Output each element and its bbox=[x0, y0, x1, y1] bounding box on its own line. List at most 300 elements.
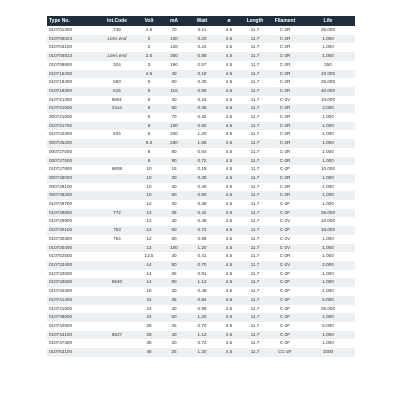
volt-cell: 10 bbox=[146, 183, 152, 189]
type-no-cell: 010734300 bbox=[49, 288, 72, 294]
watt-cell: 0.88 bbox=[197, 53, 207, 59]
ma-cell: 50 bbox=[171, 314, 177, 320]
life-cell: 1.000 bbox=[322, 331, 334, 337]
filament-cell: C-2R bbox=[279, 70, 291, 76]
table-row bbox=[47, 43, 355, 52]
table-row bbox=[47, 287, 355, 296]
ma-cell: 40 bbox=[171, 331, 177, 337]
life-cell: 5.000 bbox=[322, 322, 334, 328]
volt-cell: 24 bbox=[146, 296, 152, 302]
watt-cell: 0.72 bbox=[197, 340, 207, 346]
volt-cell: 14 bbox=[146, 261, 152, 267]
ma-cell: 70 bbox=[171, 27, 177, 32]
ma-cell: 350 bbox=[170, 53, 178, 59]
filament-cell: C-2R bbox=[279, 79, 291, 85]
volt-cell: 12 bbox=[146, 235, 152, 241]
watt-cell: 0.36 bbox=[197, 201, 207, 207]
ma-cell: 120 bbox=[170, 44, 178, 50]
volt-cell: 12 bbox=[146, 227, 152, 233]
volt-cell: 6 bbox=[147, 105, 151, 111]
table-row bbox=[47, 52, 355, 61]
length-cell: 11.7 bbox=[250, 261, 260, 267]
filament-cell: C-2R bbox=[279, 61, 291, 67]
watt-cell: 0.20 bbox=[197, 35, 207, 41]
ma-cell: 100 bbox=[170, 244, 178, 250]
int-code-cell: 515 bbox=[113, 87, 121, 93]
diameter-cell: 4.5 bbox=[225, 157, 233, 163]
filament-cell: C-2V bbox=[279, 235, 291, 241]
filament-cell: C-2F bbox=[279, 288, 291, 294]
life-cell: 25.000 bbox=[320, 209, 336, 215]
ma-cell: 35 bbox=[171, 209, 177, 215]
type-no-cell: 010708800 bbox=[49, 61, 72, 67]
filament-cell: C-2R bbox=[279, 174, 291, 180]
watt-cell: 0.24 bbox=[197, 96, 207, 102]
int-code-cell bbox=[97, 287, 137, 296]
ma-cell: 40 bbox=[171, 218, 177, 224]
life-cell: 10.000 bbox=[320, 96, 336, 102]
filament-cell: C-2R bbox=[279, 114, 291, 120]
type-no-cell: 010730400 bbox=[49, 244, 72, 250]
length-cell: 11.7 bbox=[250, 61, 260, 67]
volt-cell: 14 bbox=[146, 279, 152, 285]
length-cell: 11.7 bbox=[250, 140, 260, 146]
length-cell: 11.7 bbox=[250, 122, 260, 128]
table-row bbox=[47, 235, 355, 244]
type-no-cell: 010706823 bbox=[49, 53, 72, 59]
diameter-cell: 4.5 bbox=[225, 244, 233, 250]
length-cell: 11.7 bbox=[250, 244, 260, 250]
col-header-volt: Volt bbox=[144, 18, 154, 24]
int-code-cell bbox=[97, 191, 137, 200]
diameter-cell: 4.5 bbox=[225, 70, 233, 76]
watt-cell: 0.15 bbox=[197, 166, 207, 172]
diameter-cell: 4.5 bbox=[225, 61, 233, 67]
diameter-cell: 4.5 bbox=[225, 35, 233, 41]
life-cell: 25.000 bbox=[320, 305, 336, 311]
diameter-cell: 4.5 bbox=[225, 201, 233, 207]
volt-cell: 10 bbox=[146, 192, 152, 198]
int-code-cell: 8608 bbox=[111, 166, 123, 172]
int-code-cell bbox=[97, 322, 137, 331]
life-cell: 15.000 bbox=[320, 227, 336, 233]
length-cell: 11.7 bbox=[250, 349, 260, 355]
table-row bbox=[47, 278, 355, 287]
ma-cell: 70 bbox=[171, 114, 177, 120]
life-cell: 1.000 bbox=[322, 183, 334, 189]
int-code-cell bbox=[97, 122, 137, 131]
length-cell: 11.7 bbox=[250, 35, 260, 41]
type-no-cell: 010727800 bbox=[49, 166, 72, 172]
table-header bbox=[47, 16, 355, 26]
volt-cell: 6 bbox=[147, 114, 151, 120]
length-cell: 11.7 bbox=[250, 209, 260, 215]
type-no-cell: 010741400 bbox=[49, 296, 72, 302]
length-cell: 11.7 bbox=[250, 70, 260, 76]
diameter-cell: 4.5 bbox=[225, 87, 233, 93]
volt-cell: 10 bbox=[146, 166, 152, 172]
length-cell: 11.7 bbox=[250, 340, 260, 346]
table-row bbox=[47, 348, 355, 357]
watt-cell: 1.20 bbox=[197, 314, 207, 320]
length-cell: 11.7 bbox=[250, 148, 260, 154]
diameter-cell: 4.5 bbox=[225, 53, 233, 59]
diameter-cell: 4.5 bbox=[225, 148, 233, 154]
length-cell: 11.7 bbox=[250, 235, 260, 241]
type-no-cell: 010729700 bbox=[49, 201, 72, 207]
ma-cell: 200 bbox=[170, 131, 178, 137]
life-cell: 40.000 bbox=[320, 87, 336, 93]
volt-cell: 14 bbox=[146, 270, 152, 276]
life-cell: 5.000 bbox=[322, 296, 334, 302]
table-row bbox=[47, 78, 355, 87]
length-cell: 11.7 bbox=[250, 253, 260, 259]
type-no-cell: 010721300 bbox=[49, 96, 72, 102]
type-no-cell: 010733600 bbox=[49, 279, 72, 285]
filament-cell: C-2R bbox=[279, 157, 291, 163]
int-code-cell: 749 bbox=[113, 27, 121, 32]
length-cell: 11.7 bbox=[250, 201, 260, 207]
filament-cell: C-2R bbox=[279, 122, 291, 128]
ma-cell: 60 bbox=[171, 227, 177, 233]
length-cell: 11.7 bbox=[250, 296, 260, 302]
watt-cell: 1.58 bbox=[197, 140, 207, 146]
diameter-cell: 4.5 bbox=[225, 349, 233, 355]
length-cell: 11.7 bbox=[250, 166, 260, 172]
life-cell: 1.000 bbox=[322, 244, 334, 250]
life-cell: 10.000 bbox=[320, 70, 336, 76]
filament-cell: C-2F bbox=[279, 201, 291, 207]
table-row bbox=[47, 313, 355, 322]
filament-cell: C-2R bbox=[279, 253, 291, 259]
life-cell: 1.000 bbox=[322, 314, 334, 320]
table-row bbox=[47, 217, 355, 226]
life-cell: 1000 bbox=[322, 349, 334, 355]
life-cell: 1.000 bbox=[322, 340, 334, 346]
watt-cell: 0.84 bbox=[197, 296, 207, 302]
diameter-cell: 4.5 bbox=[225, 235, 233, 241]
int-code-cell bbox=[97, 305, 137, 314]
watt-cell: 0.48 bbox=[197, 218, 207, 224]
ma-cell: 80 bbox=[171, 235, 177, 241]
filament-cell: C-2R bbox=[279, 192, 291, 198]
int-code-cell: 324 bbox=[113, 61, 121, 67]
volt-cell: 36 bbox=[146, 340, 152, 346]
volt-cell: 12 bbox=[146, 209, 152, 215]
ma-cell: 30 bbox=[171, 288, 177, 294]
int-code-cell: Lens end bbox=[107, 53, 127, 59]
life-cell: 10.000 bbox=[320, 218, 336, 224]
int-code-cell bbox=[97, 148, 137, 157]
diameter-cell: 4.5 bbox=[225, 174, 233, 180]
header-row bbox=[47, 16, 355, 26]
int-code-cell bbox=[97, 348, 137, 357]
filament-cell: C-2F bbox=[279, 209, 291, 215]
watt-cell: 0.96 bbox=[197, 305, 207, 311]
ma-cell: 30 bbox=[171, 253, 177, 259]
life-cell: 1.000 bbox=[322, 270, 334, 276]
filament-cell: C-2F bbox=[279, 305, 291, 311]
watt-cell: 0.72 bbox=[197, 227, 207, 233]
type-no-cell: 000721600 bbox=[49, 114, 72, 120]
type-no-cell: 010733500 bbox=[49, 270, 72, 276]
watt-cell: 0.18 bbox=[197, 70, 207, 76]
length-cell: 11.7 bbox=[250, 157, 260, 163]
table-row bbox=[47, 244, 355, 253]
table-row bbox=[47, 130, 355, 139]
filament-cell: C-2R bbox=[279, 35, 291, 41]
int-code-cell bbox=[97, 296, 137, 305]
type-no-cell: 010733400 bbox=[49, 261, 72, 267]
filament-cell: C-2F bbox=[279, 314, 291, 320]
diameter-cell: 4.5 bbox=[225, 261, 233, 267]
diameter-cell: 4.5 bbox=[225, 322, 233, 328]
int-code-cell bbox=[97, 244, 137, 253]
life-cell: 1.000 bbox=[322, 148, 334, 154]
watt-cell: 0.41 bbox=[197, 253, 207, 259]
int-code-cell bbox=[97, 200, 137, 209]
filament-cell: C-2R bbox=[279, 27, 291, 32]
int-code-cell: 772 bbox=[113, 209, 121, 215]
type-no-cell: 010753100 bbox=[49, 349, 72, 355]
watt-cell: 0.36 bbox=[197, 105, 207, 111]
volt-cell: 1.5 bbox=[145, 27, 153, 32]
volt-cell: 5 bbox=[147, 87, 151, 93]
table-row bbox=[47, 209, 355, 218]
diameter-cell: 4.5 bbox=[225, 331, 233, 337]
ma-cell: 190 bbox=[170, 61, 178, 67]
watt-cell: 0.70 bbox=[197, 322, 207, 328]
watt-cell: 0.70 bbox=[197, 261, 207, 267]
diameter-cell: 4.5 bbox=[225, 270, 233, 276]
table-row bbox=[47, 122, 355, 131]
ma-cell: 30 bbox=[171, 174, 177, 180]
life-cell: 1.000 bbox=[322, 174, 334, 180]
ma-cell: 60 bbox=[171, 105, 177, 111]
watt-cell: 0.48 bbox=[197, 288, 207, 294]
filament-cell: C-2R bbox=[279, 148, 291, 154]
watt-cell: 0.60 bbox=[197, 122, 207, 128]
volt-cell: 4.5 bbox=[145, 70, 153, 76]
filament-cell: C-2R bbox=[279, 183, 291, 189]
table-row bbox=[47, 35, 355, 44]
col-header-filament: Filament bbox=[274, 18, 296, 24]
type-no-cell: 000727000 bbox=[49, 148, 72, 154]
life-cell: 3.000 bbox=[322, 105, 334, 111]
watt-cell: 0.30 bbox=[197, 174, 207, 180]
table-body bbox=[47, 26, 355, 357]
table-row bbox=[47, 322, 355, 331]
table-row bbox=[47, 87, 355, 96]
table-row bbox=[47, 252, 355, 261]
length-cell: 11.7 bbox=[250, 305, 260, 311]
ma-cell: 40 bbox=[171, 96, 177, 102]
ma-cell: 90 bbox=[171, 157, 177, 163]
table-row bbox=[47, 113, 355, 122]
watt-cell: 0.64 bbox=[197, 148, 207, 154]
table-row bbox=[47, 139, 355, 148]
diameter-cell: 4.5 bbox=[225, 305, 233, 311]
length-cell: 11.7 bbox=[250, 314, 260, 320]
volt-cell: 6.3 bbox=[145, 140, 153, 146]
watt-cell: 1.20 bbox=[197, 244, 207, 250]
ma-cell: 50 bbox=[171, 192, 177, 198]
watt-cell: 0.58 bbox=[197, 87, 207, 93]
filament-cell: C-2F bbox=[279, 331, 291, 337]
col-header-type-no: Type No. bbox=[49, 18, 70, 24]
int-code-cell: 2114 bbox=[112, 105, 122, 111]
int-code-cell: 8661 bbox=[111, 96, 123, 102]
volt-cell: 2.5 bbox=[145, 53, 153, 59]
ma-cell: 40 bbox=[171, 305, 177, 311]
type-no-cell: 010730100 bbox=[49, 227, 72, 233]
int-code-cell: 8640 bbox=[111, 279, 123, 285]
filament-cell: C-2V bbox=[279, 96, 291, 102]
length-cell: 11.7 bbox=[250, 218, 260, 224]
life-cell: 1.000 bbox=[322, 53, 334, 59]
filament-cell: C-2R bbox=[279, 87, 291, 93]
table-row bbox=[47, 270, 355, 279]
length-cell: 11.7 bbox=[250, 87, 260, 93]
length-cell: 11.7 bbox=[250, 322, 260, 328]
life-cell: 1.000 bbox=[322, 140, 334, 146]
ma-cell: 50 bbox=[171, 261, 177, 267]
length-cell: 11.7 bbox=[250, 105, 260, 111]
watt-cell: 0.30 bbox=[197, 79, 207, 85]
col-header-int-code: Int.Code bbox=[107, 18, 127, 24]
watt-cell: 0.91 bbox=[197, 270, 207, 276]
length-cell: 11.7 bbox=[250, 288, 260, 294]
watt-cell: 1.12 bbox=[197, 331, 207, 337]
volt-cell: 6 bbox=[147, 122, 151, 128]
life-cell: 1.000 bbox=[322, 235, 334, 241]
watt-cell: 0.40 bbox=[197, 183, 207, 189]
int-code-cell bbox=[97, 261, 137, 270]
volt-cell: 10 bbox=[146, 174, 152, 180]
length-cell: 11.7 bbox=[250, 27, 260, 32]
diameter-cell: 4.5 bbox=[225, 192, 233, 198]
length-cell: 11.7 bbox=[250, 96, 260, 102]
ma-cell: 25 bbox=[171, 322, 177, 328]
table-row bbox=[47, 157, 355, 166]
life-cell: 1.000 bbox=[322, 201, 334, 207]
diameter-cell: 4.5 bbox=[225, 227, 233, 233]
length-cell: 11.7 bbox=[250, 131, 260, 137]
int-code-cell bbox=[97, 70, 137, 79]
type-no-cell: 010715200 bbox=[49, 70, 72, 76]
int-code-cell: 753 bbox=[113, 227, 121, 233]
volt-cell: 6 bbox=[147, 131, 151, 137]
life-cell: 25.000 bbox=[320, 27, 336, 32]
filament-cell: CC-2F bbox=[278, 349, 292, 355]
ma-cell: 30 bbox=[171, 201, 177, 207]
type-no-cell: 010762500 bbox=[49, 253, 72, 259]
type-no-cell: 010701300 bbox=[49, 27, 72, 32]
table-row bbox=[47, 26, 355, 35]
length-cell: 11.7 bbox=[250, 331, 260, 337]
type-no-cell: 010721500 bbox=[49, 105, 72, 111]
length-cell: 11.7 bbox=[250, 79, 260, 85]
diameter-cell: 4.5 bbox=[225, 122, 233, 128]
ma-cell: 20 bbox=[171, 340, 177, 346]
volt-cell: 2 bbox=[147, 44, 151, 50]
volt-cell: 3 bbox=[147, 61, 151, 67]
watt-cell: 1.20 bbox=[197, 349, 207, 355]
type-no-cell: 010722200 bbox=[49, 131, 72, 137]
ma-cell: 100 bbox=[170, 122, 178, 128]
table-row bbox=[47, 70, 355, 79]
watt-cell: 0.42 bbox=[197, 114, 207, 120]
ma-cell: 60 bbox=[171, 79, 177, 85]
diameter-cell: 4.5 bbox=[225, 79, 233, 85]
life-cell: 25.000 bbox=[320, 79, 336, 85]
table-row bbox=[47, 305, 355, 314]
life-cell: 2.000 bbox=[322, 261, 334, 267]
length-cell: 11.7 bbox=[250, 53, 260, 59]
diameter-cell: 4.5 bbox=[225, 296, 233, 302]
length-cell: 11.7 bbox=[250, 227, 260, 233]
int-code-cell: Lens end bbox=[107, 35, 127, 41]
volt-cell: 2 bbox=[147, 35, 151, 41]
filament-cell: C-2F bbox=[279, 340, 291, 346]
filament-cell: C-2F bbox=[279, 270, 291, 276]
life-cell: 1.000 bbox=[322, 253, 334, 259]
diameter-cell: 4.5 bbox=[225, 114, 233, 120]
watt-cell: 0.42 bbox=[197, 209, 207, 215]
life-cell: 1.000 bbox=[322, 44, 334, 50]
table-row bbox=[47, 174, 355, 183]
type-no-cell: 010719300 bbox=[49, 87, 72, 93]
filament-cell: C-2F bbox=[279, 296, 291, 302]
ma-cell: 40 bbox=[171, 70, 177, 76]
volt-cell: 13.5 bbox=[144, 253, 154, 259]
type-no-cell: 000728200 bbox=[49, 192, 72, 198]
life-cell: 10.000 bbox=[320, 166, 336, 172]
table-row bbox=[47, 96, 355, 105]
int-code-cell bbox=[97, 113, 137, 122]
table-row bbox=[47, 148, 355, 157]
col-header-life: Life bbox=[323, 18, 333, 24]
int-code-cell bbox=[97, 157, 137, 166]
length-cell: 11.7 bbox=[250, 174, 260, 180]
ma-cell: 100 bbox=[170, 35, 178, 41]
diameter-cell: 4.5 bbox=[225, 288, 233, 294]
int-code-cell bbox=[97, 313, 137, 322]
life-cell: 1.000 bbox=[322, 288, 334, 294]
length-cell: 11.7 bbox=[250, 183, 260, 189]
int-code-cell bbox=[97, 139, 137, 148]
ma-cell: 35 bbox=[171, 296, 177, 302]
length-cell: 11.7 bbox=[250, 192, 260, 198]
diameter-cell: 4.5 bbox=[225, 27, 233, 32]
ma-cell: 65 bbox=[171, 270, 177, 276]
table-row bbox=[47, 104, 355, 113]
table-row bbox=[47, 226, 355, 235]
volt-cell: 8 bbox=[147, 157, 151, 163]
type-no-cell: 000728000 bbox=[49, 174, 72, 180]
diameter-cell: 4.5 bbox=[225, 166, 233, 172]
int-code-cell bbox=[97, 217, 137, 226]
type-no-cell: 010721700 bbox=[49, 122, 72, 128]
int-code-cell bbox=[97, 174, 137, 183]
life-cell: 1.000 bbox=[322, 279, 334, 285]
lamp-spec-table bbox=[47, 16, 355, 357]
filament-cell: C-2F bbox=[279, 279, 291, 285]
watt-cell: 0.24 bbox=[197, 44, 207, 50]
ma-cell: 40 bbox=[171, 183, 177, 189]
type-no-cell: 010729800 bbox=[49, 209, 72, 215]
ma-cell: 250 bbox=[170, 140, 178, 146]
